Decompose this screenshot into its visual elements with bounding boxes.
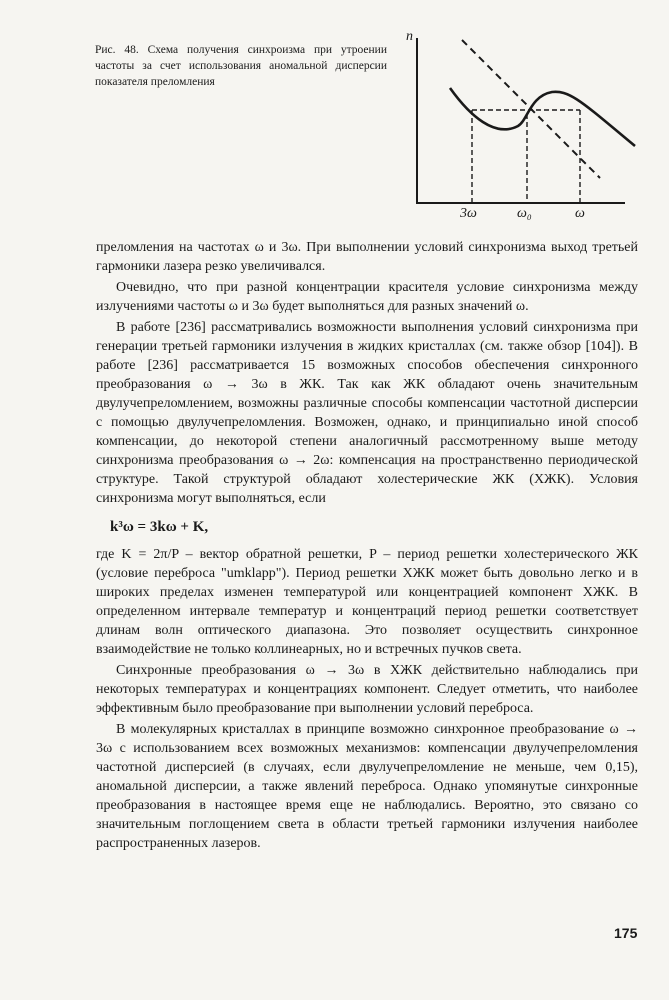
x-tick-w0: ω₀ <box>517 206 532 221</box>
x-tick-w: ω <box>575 206 585 221</box>
paragraph-4: где K = 2π/P – вектор обратной решетки, P – период решетки холестерического ЖК (условие переброса "umklapp"). Период решетки ХЖК может быть довольно легко и в широких пределах изменен температурой или концентрацией компонент ХЖК. В определенном интервале температур и концентраций период решетки соответствует длинам волн оптического диапазона. Это позволяет осуществить синхронное взаимодействие не только коллинеарных, но и встречных пучков света. <box>96 547 638 657</box>
paragraph-5: Синхронные преобразования ω → 3ω в ХЖК действительно наблюдались при некоторых температурах и концентрациях компонент. Следует отметить, что наиболее эффективным было преобразование при выполнении условий переброса. <box>96 663 638 716</box>
page-number: 175 <box>614 925 638 941</box>
paragraph-6: В молекулярных кристаллах в принципе возможно синхронное преобразование ω → 3ω с использованием всех возможных механизмов: компенсации двулучепреломления частотной дисперсией (в случаях, если двулучепреломление не меньше, чем 0,15), аномальной дисперсии, а также явлений переброса. Однако упомянутые синхронные преобразования в настоящее время еще не наблюдались. Вероятно, это связано со значительным поглощением света в области третьей гармоники излучения наиболее распространенных лазеров. <box>96 722 638 851</box>
paragraph-3: В работе [236] рассматривались возможности выполнения условий синхронизма при генерации третьей гармоники излучения в жидких кристаллах (см. также обзор [104]). В работе [236] рассматривается 15 возможных способов обеспечения синхронного преобразования ω → 3ω в ЖК. Так как ЖК обладают очень значительным двулучепреломлением, возможны различные способы компенсации частотной дисперсии с помощью двулучепреломления. Возможен, однако, и принципиально иной способ компенсации, до некоторой степени аналогичный рассмотренному выше методу синхронизма преобразования ω → 2ω: компенсация на пространственно периодической структуре. Такой структурой обладают холестерические ЖК (ХЖК). Условия синхронизма могут выполняться, если <box>96 320 638 506</box>
formula: k³ω = 3kω + K, <box>110 519 209 535</box>
figure-48 <box>400 26 650 226</box>
paragraph-2: Очевидно, что при разной концентрации красителя условие синхронизма между излучениями частоты ω и 3ω будет выполняться для разных значений ω. <box>96 280 638 314</box>
x-tick-3w: 3ω <box>460 206 477 221</box>
figure-caption: Рис. 48. Схема получения синхроизма при утроении частоты за счет использования аномальной дисперсии показателя преломления <box>95 44 387 88</box>
paragraph-1: преломления на частотах ω и 3ω. При выполнении условий синхронизма выход третьей гармоники лазера резко увеличивался. <box>96 240 638 274</box>
y-axis-label: n <box>406 29 413 44</box>
dispersion-diagram <box>400 26 650 226</box>
anomalous-dispersion-curve <box>450 88 635 146</box>
body-text <box>96 238 638 855</box>
